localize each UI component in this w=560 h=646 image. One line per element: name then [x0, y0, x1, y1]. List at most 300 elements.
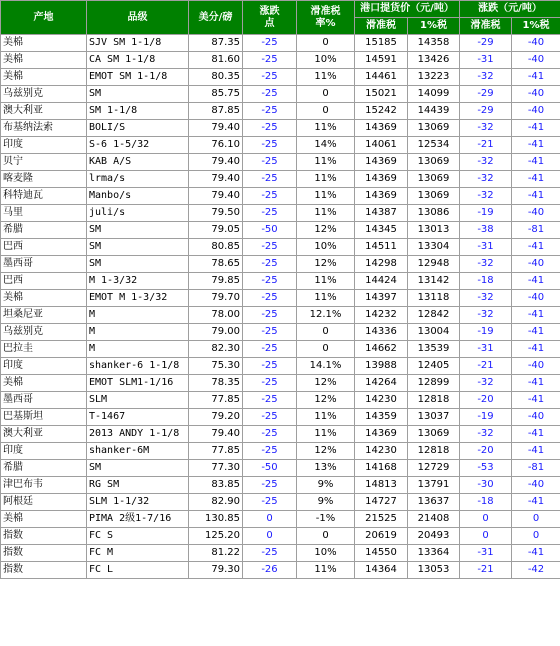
cell-landed-sliding: 20619	[355, 528, 408, 545]
cell-price: 79.30	[189, 562, 243, 579]
cell-grade: SM	[87, 86, 189, 103]
cell-change-sliding: -18	[460, 494, 512, 511]
cell-change-sliding: -21	[460, 358, 512, 375]
cell-tax-rate: 14%	[297, 137, 355, 154]
subheader-sliding-change: 滑准税	[460, 18, 512, 35]
cell-grade: SLM	[87, 392, 189, 409]
cell-grade: SM	[87, 222, 189, 239]
cell-tax-rate: 9%	[297, 477, 355, 494]
cell-origin: 指数	[1, 528, 87, 545]
cell-tax-rate: 12%	[297, 222, 355, 239]
cell-grade: EMOT SM 1-1/8	[87, 69, 189, 86]
cell-grade: M	[87, 307, 189, 324]
cell-change-sliding: -30	[460, 477, 512, 494]
header-tax-rate	[297, 1, 355, 35]
table-row	[1, 460, 560, 477]
cell-grade: lrma/s	[87, 171, 189, 188]
cell-grade: T-1467	[87, 409, 189, 426]
cell-change-sliding: -29	[460, 103, 512, 120]
cell-tax-rate: 0	[297, 35, 355, 52]
cell-landed-1pct: 13637	[408, 494, 460, 511]
cell-origin: 美棉	[1, 290, 87, 307]
cell-grade: RG SM	[87, 477, 189, 494]
cell-change-points: -25	[243, 171, 297, 188]
cell-landed-sliding: 14264	[355, 375, 408, 392]
table-row	[1, 239, 560, 256]
cell-change-sliding: -32	[460, 290, 512, 307]
cell-change-sliding: -32	[460, 120, 512, 137]
cell-landed-1pct: 12818	[408, 392, 460, 409]
cell-landed-1pct: 13053	[408, 562, 460, 579]
cell-change-1pct: -40	[512, 358, 560, 375]
cell-landed-sliding: 14461	[355, 69, 408, 86]
cell-change-points: -25	[243, 494, 297, 511]
cell-origin: 墨西哥	[1, 392, 87, 409]
cell-origin: 科特迪瓦	[1, 188, 87, 205]
cell-grade: SLM 1-1/32	[87, 494, 189, 511]
cell-tax-rate: 11%	[297, 120, 355, 137]
cell-price: 81.60	[189, 52, 243, 69]
cell-origin: 指数	[1, 545, 87, 562]
table-row	[1, 307, 560, 324]
cell-price: 78.65	[189, 256, 243, 273]
cell-change-sliding: -31	[460, 52, 512, 69]
cell-price: 130.85	[189, 511, 243, 528]
cell-landed-1pct: 21408	[408, 511, 460, 528]
cell-origin: 希腊	[1, 460, 87, 477]
cell-change-1pct: -40	[512, 86, 560, 103]
cell-price: 82.90	[189, 494, 243, 511]
cell-change-points: -25	[243, 86, 297, 103]
cell-change-sliding: -18	[460, 273, 512, 290]
table-row	[1, 409, 560, 426]
cell-change-1pct: -41	[512, 392, 560, 409]
cell-price: 79.05	[189, 222, 243, 239]
header-origin: 产地	[1, 1, 87, 35]
table-row	[1, 358, 560, 375]
cell-landed-sliding: 14336	[355, 324, 408, 341]
cell-landed-1pct: 13539	[408, 341, 460, 358]
cell-grade: SM	[87, 256, 189, 273]
cell-landed-1pct: 13069	[408, 120, 460, 137]
table-row	[1, 35, 560, 52]
cell-origin: 阿根廷	[1, 494, 87, 511]
cell-landed-1pct: 13118	[408, 290, 460, 307]
cell-change-sliding: -20	[460, 392, 512, 409]
cell-landed-sliding: 21525	[355, 511, 408, 528]
cell-landed-sliding: 14298	[355, 256, 408, 273]
cell-tax-rate: 14.1%	[297, 358, 355, 375]
cell-landed-sliding: 14359	[355, 409, 408, 426]
cell-change-sliding: -32	[460, 69, 512, 86]
cell-landed-sliding: 14168	[355, 460, 408, 477]
cell-grade: FC S	[87, 528, 189, 545]
cell-landed-sliding: 15242	[355, 103, 408, 120]
cell-tax-rate: 0	[297, 341, 355, 358]
cell-origin: 乌兹别克	[1, 86, 87, 103]
subheader-1pct: 1%税	[408, 18, 460, 35]
cell-price: 79.40	[189, 154, 243, 171]
cell-change-sliding: -29	[460, 86, 512, 103]
cell-origin: 坦桑尼亚	[1, 307, 87, 324]
header-change-points	[243, 1, 297, 35]
cell-origin: 美棉	[1, 511, 87, 528]
subheader-1pct-change: 1%税	[512, 18, 560, 35]
cell-change-sliding: -31	[460, 545, 512, 562]
table-row	[1, 222, 560, 239]
cell-landed-1pct: 13013	[408, 222, 460, 239]
cell-tax-rate: 10%	[297, 52, 355, 69]
cell-change-1pct: -41	[512, 120, 560, 137]
cell-price: 77.30	[189, 460, 243, 477]
table-row	[1, 545, 560, 562]
cell-origin: 澳大利亚	[1, 103, 87, 120]
cell-tax-rate: 11%	[297, 290, 355, 307]
table-row	[1, 528, 560, 545]
table-row	[1, 443, 560, 460]
table-row	[1, 341, 560, 358]
table-row	[1, 171, 560, 188]
cell-origin: 美棉	[1, 375, 87, 392]
header-tax-rate-text: 滑准税 率%	[310, 5, 341, 29]
cell-origin: 巴拉圭	[1, 341, 87, 358]
cell-change-points: -25	[243, 120, 297, 137]
cell-change-1pct: -41	[512, 545, 560, 562]
cell-origin: 指数	[1, 562, 87, 579]
cell-change-sliding: -21	[460, 562, 512, 579]
cell-change-1pct: -81	[512, 222, 560, 239]
cell-landed-1pct: 14439	[408, 103, 460, 120]
cell-tax-rate: 12%	[297, 443, 355, 460]
cell-change-points: -25	[243, 256, 297, 273]
cell-change-sliding: 0	[460, 528, 512, 545]
cell-price: 75.30	[189, 358, 243, 375]
cell-change-1pct: -41	[512, 341, 560, 358]
cell-landed-sliding: 15185	[355, 35, 408, 52]
cell-change-points: -25	[243, 273, 297, 290]
table-row	[1, 477, 560, 494]
cell-landed-1pct: 12534	[408, 137, 460, 154]
cell-origin: 巴基斯坦	[1, 409, 87, 426]
cell-price: 81.22	[189, 545, 243, 562]
cell-grade: M 1-3/32	[87, 273, 189, 290]
table-row	[1, 137, 560, 154]
cell-change-sliding: -32	[460, 307, 512, 324]
cell-landed-sliding: 14364	[355, 562, 408, 579]
cell-price: 79.50	[189, 205, 243, 222]
cell-tax-rate: 12%	[297, 392, 355, 409]
cell-change-1pct: -40	[512, 52, 560, 69]
header-landed-price: 港口提货价（元/吨）	[355, 1, 460, 18]
cell-change-points: -25	[243, 307, 297, 324]
cell-landed-sliding: 14387	[355, 205, 408, 222]
cell-tax-rate: 0	[297, 528, 355, 545]
cell-price: 87.35	[189, 35, 243, 52]
cell-change-1pct: -41	[512, 239, 560, 256]
cell-change-1pct: -41	[512, 154, 560, 171]
cell-price: 79.00	[189, 324, 243, 341]
cell-landed-sliding: 14727	[355, 494, 408, 511]
cell-landed-1pct: 12405	[408, 358, 460, 375]
cell-landed-sliding: 14591	[355, 52, 408, 69]
cell-landed-1pct: 12729	[408, 460, 460, 477]
cell-change-sliding: -32	[460, 154, 512, 171]
cell-change-points: -25	[243, 137, 297, 154]
table-row	[1, 86, 560, 103]
cell-change-points: -25	[243, 375, 297, 392]
cell-change-points: -25	[243, 477, 297, 494]
cell-tax-rate: 0	[297, 103, 355, 120]
cell-origin: 美棉	[1, 35, 87, 52]
table-row	[1, 69, 560, 86]
cell-tax-rate: 11%	[297, 562, 355, 579]
cell-tax-rate: -1%	[297, 511, 355, 528]
table-row	[1, 120, 560, 137]
cell-price: 87.85	[189, 103, 243, 120]
cell-change-sliding: -53	[460, 460, 512, 477]
cell-origin: 希腊	[1, 222, 87, 239]
cell-price: 76.10	[189, 137, 243, 154]
cell-tax-rate: 11%	[297, 409, 355, 426]
cell-landed-1pct: 13069	[408, 154, 460, 171]
cell-landed-1pct: 13791	[408, 477, 460, 494]
cell-grade: PIMA 2级1-7/16	[87, 511, 189, 528]
cell-origin: 印度	[1, 358, 87, 375]
cell-grade: EMOT SLM1-1/16	[87, 375, 189, 392]
cell-landed-1pct: 13069	[408, 426, 460, 443]
cell-origin: 美棉	[1, 69, 87, 86]
cell-change-1pct: -40	[512, 205, 560, 222]
cell-grade: FC M	[87, 545, 189, 562]
cell-landed-sliding: 15021	[355, 86, 408, 103]
cell-change-1pct: 0	[512, 528, 560, 545]
cell-landed-1pct: 13223	[408, 69, 460, 86]
cell-price: 125.20	[189, 528, 243, 545]
cell-price: 79.70	[189, 290, 243, 307]
cell-change-points: -25	[243, 239, 297, 256]
cell-tax-rate: 0	[297, 324, 355, 341]
table-row	[1, 392, 560, 409]
cell-landed-sliding: 14061	[355, 137, 408, 154]
cell-change-sliding: -38	[460, 222, 512, 239]
cell-grade: shanker-6 1-1/8	[87, 358, 189, 375]
cell-origin: 贝宁	[1, 154, 87, 171]
cell-tax-rate: 9%	[297, 494, 355, 511]
cell-tax-rate: 11%	[297, 69, 355, 86]
cell-change-points: -25	[243, 409, 297, 426]
cell-landed-1pct: 14358	[408, 35, 460, 52]
cell-price: 77.85	[189, 392, 243, 409]
cell-landed-sliding: 14813	[355, 477, 408, 494]
cell-change-1pct: -41	[512, 188, 560, 205]
header-change-rmb: 涨跌（元/吨）	[460, 1, 560, 18]
cell-change-points: -25	[243, 358, 297, 375]
cell-landed-1pct: 12899	[408, 375, 460, 392]
cell-change-1pct: -41	[512, 494, 560, 511]
cell-landed-sliding: 14397	[355, 290, 408, 307]
cell-landed-sliding: 14369	[355, 120, 408, 137]
cell-change-points: -25	[243, 426, 297, 443]
cell-change-points: -25	[243, 154, 297, 171]
table-row	[1, 324, 560, 341]
cell-price: 79.40	[189, 120, 243, 137]
cell-grade: SM	[87, 239, 189, 256]
cell-change-sliding: -31	[460, 239, 512, 256]
cell-change-1pct: -41	[512, 375, 560, 392]
table-row	[1, 562, 560, 579]
cell-price: 85.75	[189, 86, 243, 103]
cell-tax-rate: 11%	[297, 426, 355, 443]
cell-landed-sliding: 13988	[355, 358, 408, 375]
cell-change-sliding: -19	[460, 409, 512, 426]
cell-change-points: -25	[243, 290, 297, 307]
cell-change-points: -25	[243, 35, 297, 52]
cell-change-1pct: -41	[512, 273, 560, 290]
cell-origin: 喀麦隆	[1, 171, 87, 188]
cell-change-points: -25	[243, 52, 297, 69]
cell-change-points: -25	[243, 392, 297, 409]
cell-change-points: -25	[243, 103, 297, 120]
cell-landed-1pct: 13426	[408, 52, 460, 69]
cell-landed-1pct: 12818	[408, 443, 460, 460]
cell-tax-rate: 10%	[297, 239, 355, 256]
cell-tax-rate: 11%	[297, 154, 355, 171]
cell-landed-1pct: 14099	[408, 86, 460, 103]
table-row	[1, 205, 560, 222]
cell-change-sliding: -19	[460, 324, 512, 341]
cell-price: 79.40	[189, 171, 243, 188]
cell-landed-sliding: 14230	[355, 443, 408, 460]
cell-change-sliding: -29	[460, 35, 512, 52]
cell-change-1pct: -41	[512, 307, 560, 324]
cell-tax-rate: 11%	[297, 188, 355, 205]
cell-grade: juli/s	[87, 205, 189, 222]
cell-change-1pct: -40	[512, 103, 560, 120]
table-row	[1, 290, 560, 307]
cell-landed-1pct: 13069	[408, 188, 460, 205]
header-change-points-text: 涨跌 点	[259, 5, 280, 29]
cell-change-1pct: 0	[512, 511, 560, 528]
cell-landed-sliding: 14369	[355, 426, 408, 443]
cell-grade: shanker-6M	[87, 443, 189, 460]
cell-change-1pct: -41	[512, 443, 560, 460]
cell-origin: 巴西	[1, 273, 87, 290]
cell-landed-1pct: 13086	[408, 205, 460, 222]
cell-change-1pct: -41	[512, 137, 560, 154]
cell-origin: 津巴布韦	[1, 477, 87, 494]
table-row	[1, 52, 560, 69]
cell-landed-1pct: 13364	[408, 545, 460, 562]
table-row	[1, 256, 560, 273]
cell-landed-sliding: 14230	[355, 392, 408, 409]
table-row	[1, 154, 560, 171]
cell-grade: EMOT M 1-3/32	[87, 290, 189, 307]
cell-grade: BOLI/S	[87, 120, 189, 137]
cell-change-1pct: -41	[512, 69, 560, 86]
cell-tax-rate: 12%	[297, 375, 355, 392]
cell-landed-1pct: 12842	[408, 307, 460, 324]
cell-origin: 墨西哥	[1, 256, 87, 273]
cell-landed-1pct: 13004	[408, 324, 460, 341]
cell-change-points: -25	[243, 443, 297, 460]
cell-change-1pct: -40	[512, 256, 560, 273]
cell-grade: SM	[87, 460, 189, 477]
cell-origin: 印度	[1, 137, 87, 154]
cell-change-points: -26	[243, 562, 297, 579]
header-price: 美分/磅	[189, 1, 243, 35]
cell-tax-rate: 11%	[297, 205, 355, 222]
cell-tax-rate: 10%	[297, 545, 355, 562]
cell-landed-1pct: 12948	[408, 256, 460, 273]
cell-change-1pct: -41	[512, 426, 560, 443]
cell-grade: KAB A/S	[87, 154, 189, 171]
cell-change-1pct: -41	[512, 171, 560, 188]
cell-tax-rate: 0	[297, 86, 355, 103]
cell-price: 79.40	[189, 426, 243, 443]
cell-landed-sliding: 14369	[355, 188, 408, 205]
cell-origin: 印度	[1, 443, 87, 460]
cell-landed-1pct: 13037	[408, 409, 460, 426]
cell-change-1pct: -40	[512, 35, 560, 52]
cell-change-sliding: -31	[460, 341, 512, 358]
header-grade: 品级	[87, 1, 189, 35]
cell-grade: FC L	[87, 562, 189, 579]
table-row	[1, 375, 560, 392]
table-body	[1, 35, 560, 579]
cell-change-points: -25	[243, 545, 297, 562]
cell-change-1pct: -40	[512, 409, 560, 426]
cell-landed-sliding: 14511	[355, 239, 408, 256]
cell-price: 80.35	[189, 69, 243, 86]
cell-tax-rate: 13%	[297, 460, 355, 477]
cell-origin: 美棉	[1, 52, 87, 69]
cell-origin: 马里	[1, 205, 87, 222]
cell-grade: S-6 1-5/32	[87, 137, 189, 154]
cell-landed-1pct: 20493	[408, 528, 460, 545]
cell-change-points: -50	[243, 460, 297, 477]
cell-change-1pct: -40	[512, 290, 560, 307]
cell-change-sliding: -32	[460, 171, 512, 188]
table-row	[1, 188, 560, 205]
cell-change-sliding: -19	[460, 205, 512, 222]
cell-landed-sliding: 14550	[355, 545, 408, 562]
cell-landed-1pct: 13142	[408, 273, 460, 290]
cell-change-points: -25	[243, 188, 297, 205]
cell-change-sliding: -32	[460, 375, 512, 392]
table-row	[1, 511, 560, 528]
cell-price: 79.85	[189, 273, 243, 290]
cell-grade: M	[87, 341, 189, 358]
cell-landed-sliding: 14345	[355, 222, 408, 239]
cell-change-1pct: -40	[512, 477, 560, 494]
cell-change-sliding: -32	[460, 188, 512, 205]
cell-origin: 布基纳法索	[1, 120, 87, 137]
cell-grade: Manbo/s	[87, 188, 189, 205]
cell-price: 80.85	[189, 239, 243, 256]
cell-change-points: -25	[243, 341, 297, 358]
cell-change-sliding: -32	[460, 256, 512, 273]
cell-change-points: -25	[243, 324, 297, 341]
cell-tax-rate: 11%	[297, 171, 355, 188]
cell-origin: 乌兹别克	[1, 324, 87, 341]
cell-tax-rate: 12.1%	[297, 307, 355, 324]
cell-price: 82.30	[189, 341, 243, 358]
cell-change-1pct: -41	[512, 324, 560, 341]
cell-grade: CA SM 1-1/8	[87, 52, 189, 69]
cell-origin: 巴西	[1, 239, 87, 256]
cell-price: 78.35	[189, 375, 243, 392]
cell-change-sliding: -32	[460, 426, 512, 443]
